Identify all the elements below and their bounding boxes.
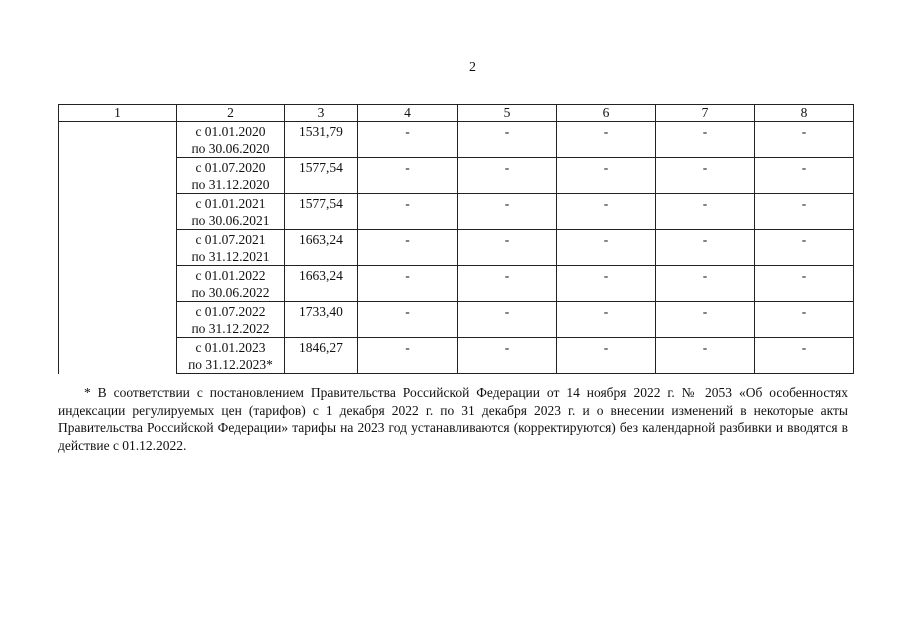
table-row <box>59 194 854 230</box>
period-to: по 30.06.2022 <box>191 285 270 300</box>
period-to: по 31.12.2022 <box>191 321 270 336</box>
empty-value-cell: - <box>458 158 557 194</box>
period-to: по 30.06.2020 <box>191 141 270 156</box>
period-to: по 31.12.2021 <box>191 249 270 264</box>
period-from: с 01.07.2022 <box>195 304 266 319</box>
column-header: 8 <box>755 105 854 122</box>
empty-value-cell: - <box>458 122 557 158</box>
page-number: 2 <box>469 60 476 75</box>
period-to: по 30.06.2021 <box>191 213 270 228</box>
period-cell <box>177 338 285 374</box>
table-row <box>59 230 854 266</box>
period-from: с 01.07.2020 <box>195 160 266 175</box>
empty-value-cell: - <box>755 302 854 338</box>
column-header: 6 <box>557 105 656 122</box>
empty-value-cell: - <box>656 338 755 374</box>
empty-value-cell: - <box>755 122 854 158</box>
empty-value-cell: - <box>358 302 458 338</box>
period-cell <box>177 158 285 194</box>
empty-value-cell: - <box>458 230 557 266</box>
empty-value-cell: - <box>458 338 557 374</box>
period-cell <box>177 122 285 158</box>
empty-value-cell: - <box>557 158 656 194</box>
empty-value-cell: - <box>755 338 854 374</box>
table-row <box>59 122 854 158</box>
empty-value-cell: - <box>557 230 656 266</box>
empty-value-cell: - <box>557 194 656 230</box>
empty-value-cell: - <box>656 122 755 158</box>
period-cell <box>177 266 285 302</box>
empty-value-cell: - <box>755 194 854 230</box>
table-row <box>59 338 854 374</box>
period-from: с 01.01.2021 <box>195 196 266 211</box>
empty-value-cell: - <box>358 122 458 158</box>
column-header: 3 <box>285 105 358 122</box>
empty-value-cell: - <box>358 230 458 266</box>
period-cell <box>177 230 285 266</box>
empty-value-cell: - <box>458 302 557 338</box>
tariff-value-cell: 1663,24 <box>285 230 358 266</box>
merged-cell-col1 <box>59 122 177 374</box>
empty-value-cell: - <box>557 302 656 338</box>
table-row <box>59 266 854 302</box>
period-from: с 01.07.2021 <box>195 232 266 247</box>
period-to: по 31.12.2020 <box>191 177 270 192</box>
empty-value-cell: - <box>656 194 755 230</box>
empty-value-cell: - <box>656 158 755 194</box>
empty-value-cell: - <box>755 266 854 302</box>
column-header: 1 <box>59 105 177 122</box>
empty-value-cell: - <box>656 302 755 338</box>
tariff-table <box>58 104 854 374</box>
period-cell <box>177 302 285 338</box>
table-header-row <box>59 105 854 122</box>
column-header: 4 <box>358 105 458 122</box>
empty-value-cell: - <box>557 122 656 158</box>
empty-value-cell: - <box>557 266 656 302</box>
empty-value-cell: - <box>458 194 557 230</box>
column-header: 5 <box>458 105 557 122</box>
period-from: с 01.01.2020 <box>195 124 266 139</box>
empty-value-cell: - <box>656 266 755 302</box>
tariff-value-cell: 1846,27 <box>285 338 358 374</box>
table-row <box>59 302 854 338</box>
tariff-value-cell: 1577,54 <box>285 194 358 230</box>
empty-value-cell: - <box>358 158 458 194</box>
tariff-value-cell: 1577,54 <box>285 158 358 194</box>
tariff-value-cell: 1663,24 <box>285 266 358 302</box>
empty-value-cell: - <box>755 230 854 266</box>
period-cell <box>177 194 285 230</box>
period-to: по 31.12.2023* <box>188 357 273 372</box>
empty-value-cell: - <box>358 338 458 374</box>
column-header: 2 <box>177 105 285 122</box>
footnote: * В соответствии с постановлением Правительства Российской Федерации от 14 ноября 2022 г. № 2053 «Об особенностях индексации регулируемых цен (тарифов) с 1 декабря 2022 г. по 31 декабря 2023 г. и о внесении изменений в некоторые акты Правительства Российской Федерации» тарифы на 2023 год устанавливаются (корректируются) без календарной разбивки и вводятся в действие с 01.12.2022. <box>58 385 848 453</box>
empty-value-cell: - <box>755 158 854 194</box>
period-from: с 01.01.2022 <box>195 268 266 283</box>
empty-value-cell: - <box>656 230 755 266</box>
tariff-value-cell: 1531,79 <box>285 122 358 158</box>
period-from: с 01.01.2023 <box>195 340 266 355</box>
column-header: 7 <box>656 105 755 122</box>
tariff-value-cell: 1733,40 <box>285 302 358 338</box>
empty-value-cell: - <box>358 266 458 302</box>
empty-value-cell: - <box>358 194 458 230</box>
empty-value-cell: - <box>557 338 656 374</box>
table-row <box>59 158 854 194</box>
empty-value-cell: - <box>458 266 557 302</box>
